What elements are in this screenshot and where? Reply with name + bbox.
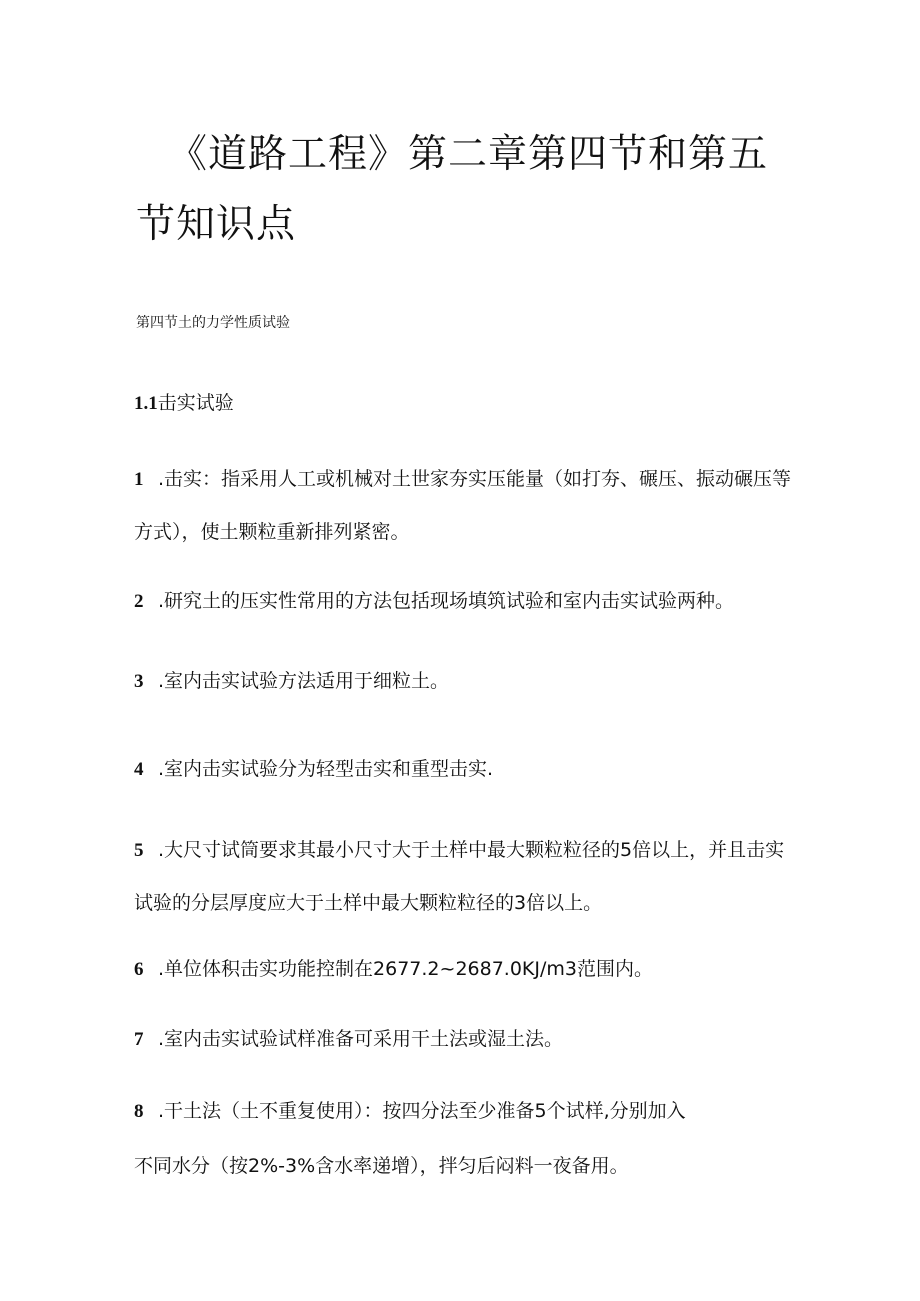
item-number: 3 [134, 671, 144, 692]
list-item [134, 943, 794, 996]
item-number: 2 [134, 591, 144, 612]
item-number: 4 [134, 759, 144, 780]
page-title: 《道路工程》第二章第四节和第五节知识点 [136, 132, 769, 247]
item-text: .室内击实试验方法适用于细粒土。 [158, 670, 450, 692]
section-heading: 第四节土的力学性质试验 [136, 315, 290, 331]
item-text: .干土法（土不重复使用）：按四分法至少准备5个试样,分别加入 [158, 1100, 686, 1122]
item-number: 6 [134, 959, 144, 980]
list-item [134, 655, 794, 708]
list-item [134, 743, 794, 796]
subsection-label: 击实试验 [157, 392, 234, 414]
item-number: 1 [134, 469, 144, 490]
item-text: .研究土的压实性常用的方法包括现场填筑试验和室内击实试验两种。 [158, 590, 735, 612]
item-text: .室内击实试验试样准备可采用干土法或湿土法。 [158, 1028, 564, 1050]
list-item [134, 575, 794, 628]
item-text: .击实：指采用人工或机械对土世家夯实压能量（如打夯、碾压、振动碾压等方式），使土颗粒重新排列紧密。 [134, 468, 792, 543]
subsection-number: 1.1 [134, 393, 158, 414]
subsection-heading [134, 390, 234, 417]
item-number: 8 [134, 1101, 144, 1122]
item-continuation: 不同水分（按2%-3%含水率递增），拌匀后闷料一夜备用。 [134, 1155, 629, 1177]
item-text: .大尺寸试筒要求其最小尺寸大于土样中最大颗粒粒径的5倍以上，并且击实试验的分层厚度应大于土样中最大颗粒粒径的3倍以上。 [134, 839, 785, 914]
item-number: 5 [134, 840, 144, 861]
list-item [134, 1013, 794, 1066]
list-item [134, 453, 794, 558]
list-item [134, 824, 794, 929]
item-number: 7 [134, 1029, 144, 1050]
item-text: .室内击实试验分为轻型击实和重型击实. [158, 758, 494, 780]
list-item [134, 1085, 794, 1138]
item-text: .单位体积击实功能控制在2677.2~2687.0KJ/m3范围内。 [158, 958, 653, 980]
